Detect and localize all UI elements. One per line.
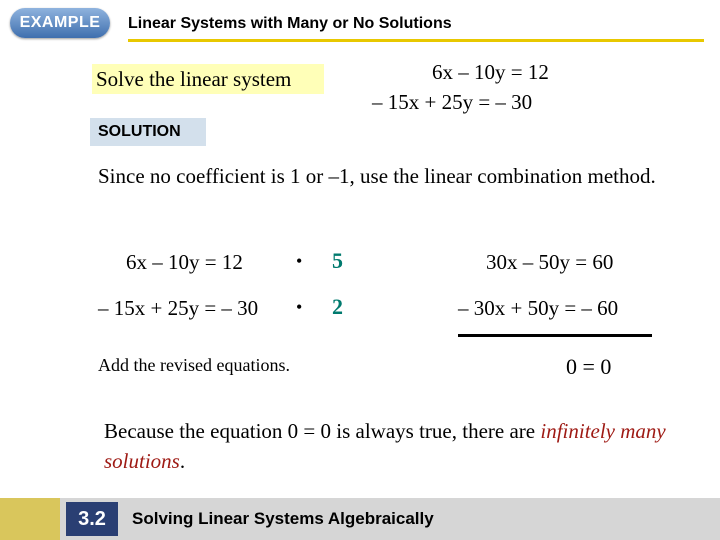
revised-equation-1: 30x – 50y = 60 [486,250,614,274]
conclusion [104,416,704,476]
footer-accent [0,498,60,540]
sum-rule [458,334,652,337]
solution-intro: Since no coefficient is 1 or –1, use the linear combination method. [98,164,656,188]
solution-label: SOLUTION [90,118,206,146]
multiplier-1: 5 [332,248,343,273]
problem-prompt: Solve the linear system [92,64,324,94]
original-equation-1: 6x – 10y = 12 [126,250,243,274]
add-note: Add the revised equations. [98,355,290,375]
header-divider [128,39,704,42]
conclusion-emphasis: infinitely many solutions [104,419,666,473]
example-badge: EXAMPLE [10,8,110,38]
conclusion-period: . [179,449,186,473]
multiplier-2: 2 [332,294,343,319]
section-number: 3.2 [66,502,118,536]
lesson-title: Linear Systems with Many or No Solutions [128,15,452,32]
sum-result: 0 = 0 [566,354,612,379]
original-equation-2: – 15x + 25y = – 30 [98,296,259,320]
system-equation-2: – 15x + 25y = – 30 [372,90,533,114]
system-equation-1: 6x – 10y = 12 [432,60,549,84]
times-bullet-2: • [296,297,303,317]
conclusion-text: Because the equation 0 = 0 is always true, there are [104,419,541,443]
revised-equation-2: – 30x + 50y = – 60 [458,296,619,320]
section-title: Solving Linear Systems Algebraically [132,509,434,528]
times-bullet-1: • [296,251,303,271]
